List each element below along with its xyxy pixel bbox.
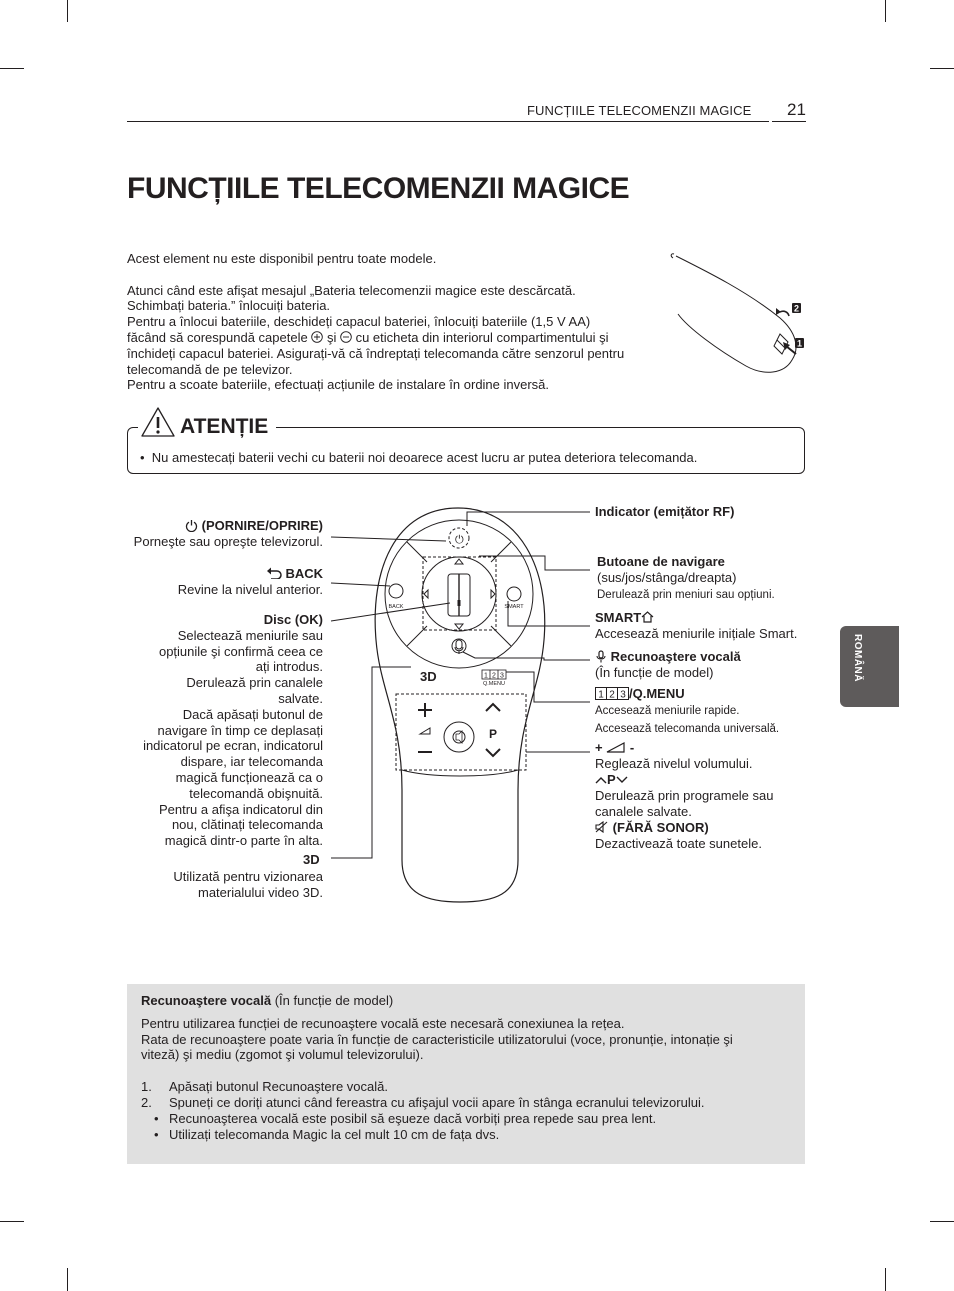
p-label: P	[488, 727, 498, 741]
svg-text:3D: 3D	[303, 852, 320, 865]
language-tab-label: ROMÂNĂ	[852, 634, 863, 682]
svg-text:3: 3	[500, 672, 504, 680]
back-arrow-icon	[266, 567, 282, 579]
smart-button-label: SMART Accesează meniurile inițiale Smart.	[595, 610, 798, 641]
page-number: 21	[787, 100, 806, 119]
steps-list	[141, 1079, 791, 1142]
list-item: 1. Apăsați butonul Recunoaştere vocală.	[141, 1079, 388, 1095]
intro-paragraph: Atunci când este afişat mesajul „Bateria telecomenzii magice este descărcată. Schimbați bateria.” înlocuiți bateria. Pentru a înlocui bateriile, deschideți capacul bateriei, înlocuiți bateriile (1,5 V AA) făcând să corespundă capetele şi cu eticheta din interiorul compartimentului şi închideți capacul bateriei. Asigurați-vă că îndreptați telecomanda către senzorul pentru telecomandă de pe televizor. Pentru a scoate bateriile, efectuați acțiunile de instalare în ordine inversă.	[127, 282, 625, 393]
note-paragraph: Pentru utilizarea funcției de recunoaştere vocală este necesară conexiunea la rețea.	[141, 1015, 625, 1031]
caution-item: • Nu amestecați baterii vechi cu baterii noi deoarece acest lucru ar putea deteriora telecomanda.	[140, 450, 698, 465]
mute-icon	[595, 821, 609, 833]
svg-text:2: 2	[793, 303, 800, 314]
svg-text:3D: 3D	[420, 669, 437, 684]
home-icon	[641, 611, 654, 623]
back-label: BACK	[388, 604, 404, 610]
volume-label: + - Reglează nivelul volumului.	[595, 740, 753, 771]
rf-indicator-label: Indicator (emițător RF)	[595, 504, 735, 519]
number-keys-icon	[595, 687, 629, 700]
disc-ok-label: Disc (OK) Selectează meniurile sau opțiunile şi confirmă ceea ce ați introdus. Derulează prin canalele salvate. Dacă apăsați butonul de navigare în timp ce deplasați indicatorul pe ecran, indicatorul dispare, iar telecomanda magică funcționează ca o telecomandă obişnuită. Pentru a afişa indicatorul din nou, clătinați telecomanda magică dintr-o parte în alta.	[143, 612, 323, 849]
power-label: (PORNIRE/OPRIRE) Porneşte sau opreşte televizorul.	[133, 518, 323, 549]
power-icon	[185, 519, 198, 532]
qmenu-button-label: 1 2 3 /Q.MENU Accesează meniurile rapide. Accesează telecomanda universală.	[595, 686, 780, 735]
volume-icon	[606, 742, 626, 753]
smart-label: SMART	[504, 604, 524, 610]
3d-icon	[303, 852, 323, 865]
running-header: FUNCȚIILE TELECOMENZII MAGICE	[527, 103, 752, 118]
program-label: P Derulează prin programele sau canalele salvate.	[595, 772, 774, 819]
3d-label: 3D Utilizată pentru vizionarea materialului video 3D.	[173, 852, 323, 900]
voice-recognition-note	[127, 984, 805, 1164]
list-item: • Recunoaşterea vocală este posibil să eşueze dacă vorbiți prea repede sau prea lent.	[154, 1110, 657, 1126]
svg-text:2: 2	[492, 672, 496, 680]
svg-text:3: 3	[620, 689, 626, 700]
svg-text:1: 1	[598, 689, 604, 700]
nav-buttons-label: Butoane de navigare (sus/jos/stânga/dreapta) Derulează prin meniuri sau opțiuni.	[597, 554, 775, 601]
page-title: FUNCȚIILE TELECOMENZII MAGICE	[127, 172, 630, 205]
voice-button-label: Recunoaştere vocală (În funcție de model)	[595, 649, 741, 680]
list-item: 2. Spuneți ce doriți atunci când fereastra cu afişajul vocii apare în stânga ecranului televizorului.	[141, 1094, 705, 1110]
chevron-up-icon	[595, 775, 607, 784]
note-title: Recunoaştere vocală (În funcție de model)	[141, 993, 394, 1008]
svg-text:2: 2	[609, 689, 615, 700]
list-item: • Utilizați telecomanda Magic la cel mult 10 cm de fața dvs.	[154, 1126, 500, 1142]
chevron-down-icon	[616, 775, 628, 784]
mute-label: (FĂRĂ SONOR) Dezactivează toate sunetele.	[595, 820, 762, 851]
svg-text:1: 1	[484, 672, 488, 680]
back-button-label: BACK Revine la nivelul anterior.	[177, 566, 323, 597]
microphone-icon	[595, 650, 607, 663]
note-paragraph: Rata de recunoaştere poate varia în funcție de caracteristicile utilizatorului (voce, pronunție, intonație şi viteză) şi mediu (zgomot şi volumul televizorului).	[141, 1031, 733, 1063]
svg-text:1: 1	[796, 338, 803, 349]
remote-body	[375, 508, 545, 902]
intro-paragraph: Acest element nu este disponibil pentru toate modele.	[127, 251, 437, 266]
caution-title: ATENȚIE	[180, 415, 269, 438]
qmenu-label: Q.MENU	[483, 681, 505, 687]
power-icon: ⏻	[455, 534, 464, 546]
